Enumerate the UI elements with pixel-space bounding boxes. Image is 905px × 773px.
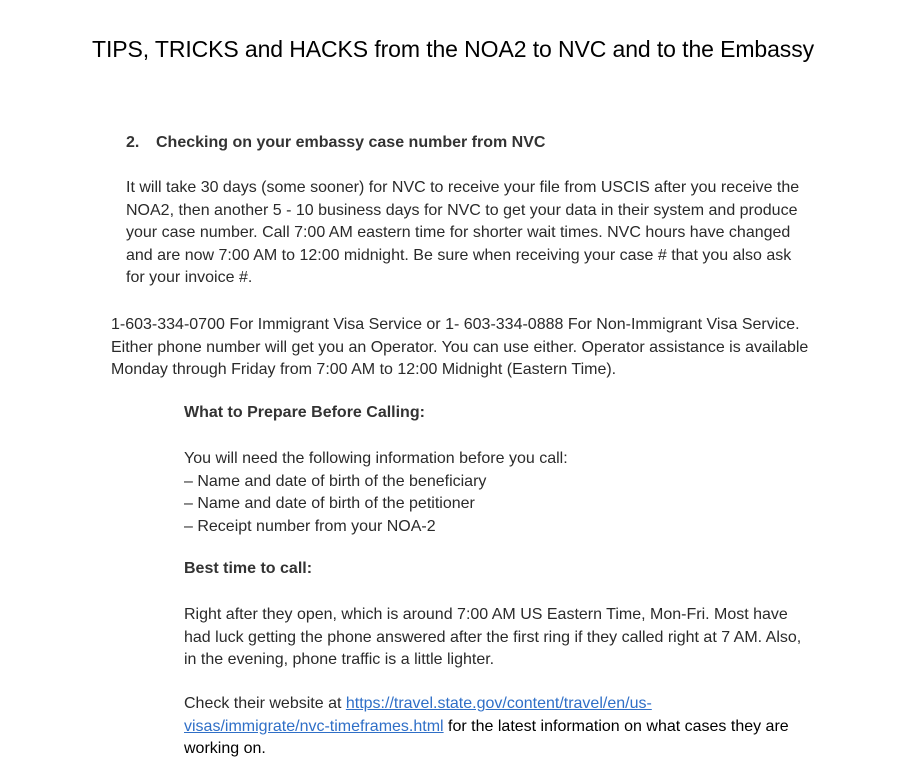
website-link-continued[interactable]: visas/immigrate/nvc-timeframes.html: [184, 717, 444, 735]
prepare-line: You will need the following information before you call:: [184, 450, 568, 467]
best-time-heading: Best time to call:: [184, 560, 313, 577]
intro-line: and are now 7:00 AM to 12:00 midnight. Be sure when receiving your case # that you also ask: [126, 246, 792, 264]
prepare-heading: What to Prepare Before Calling:: [184, 404, 425, 421]
prepare-list: [184, 448, 568, 538]
website-suffix: for the latest information on what cases they are: [443, 717, 789, 735]
website-paragraph: [184, 693, 789, 761]
intro-line: your case number. Call 7:00 AM eastern time for shorter wait times. NVC hours have changed: [126, 224, 791, 242]
page-title: TIPS, TRICKS and HACKS from the NOA2 to NVC and to the Embassy: [92, 36, 814, 62]
phone-line: Either phone number will get you an Operator. You can use either. Operator assistance is available: [111, 338, 809, 356]
prepare-line: – Receipt number from your NOA-2: [184, 517, 436, 535]
website-line: [184, 716, 789, 739]
website-prefix: Check their website at: [184, 695, 346, 712]
phone-paragraph: [111, 314, 808, 382]
best-time-line: Right after they open, which is around 7:00 AM US Eastern Time, Mon-Fri. Most have: [184, 606, 788, 623]
section-number: 2.: [126, 134, 140, 151]
phone-line: Monday through Friday from 7:00 AM to 12:00 Midnight (Eastern Time).: [111, 361, 617, 379]
prepare-line: – Name and date of birth of the beneficiary: [184, 472, 487, 490]
intro-line: for your invoice #.: [126, 269, 253, 287]
best-time-line: had luck getting the phone answered after the first ring if they called right at 7 AM. Also,: [184, 628, 802, 646]
section-heading: [126, 134, 545, 152]
website-link[interactable]: https://travel.state.gov/content/travel/en/us-: [345, 695, 652, 712]
prepare-line: – Name and date of birth of the petitioner: [184, 495, 475, 513]
best-time-paragraph: [184, 604, 801, 672]
website-last-line: working on.: [184, 740, 266, 758]
section-heading-text: Checking on your embassy case number from NVC: [156, 134, 546, 151]
intro-line: NOA2, then another 5 - 10 business days for NVC to get your data in their system and produce: [126, 201, 798, 219]
phone-line: 1-603-334-0700 For Immigrant Visa Service or 1- 603-334-0888 For Non-Immigrant Visa Service.: [111, 316, 800, 333]
intro-line: It will take 30 days (some sooner) for NVC to receive your file from USCIS after you receive the: [126, 179, 800, 196]
best-time-line: in the evening, phone traffic is a little lighter.: [184, 651, 495, 669]
intro-paragraph: [126, 177, 799, 290]
website-line: [184, 693, 789, 716]
